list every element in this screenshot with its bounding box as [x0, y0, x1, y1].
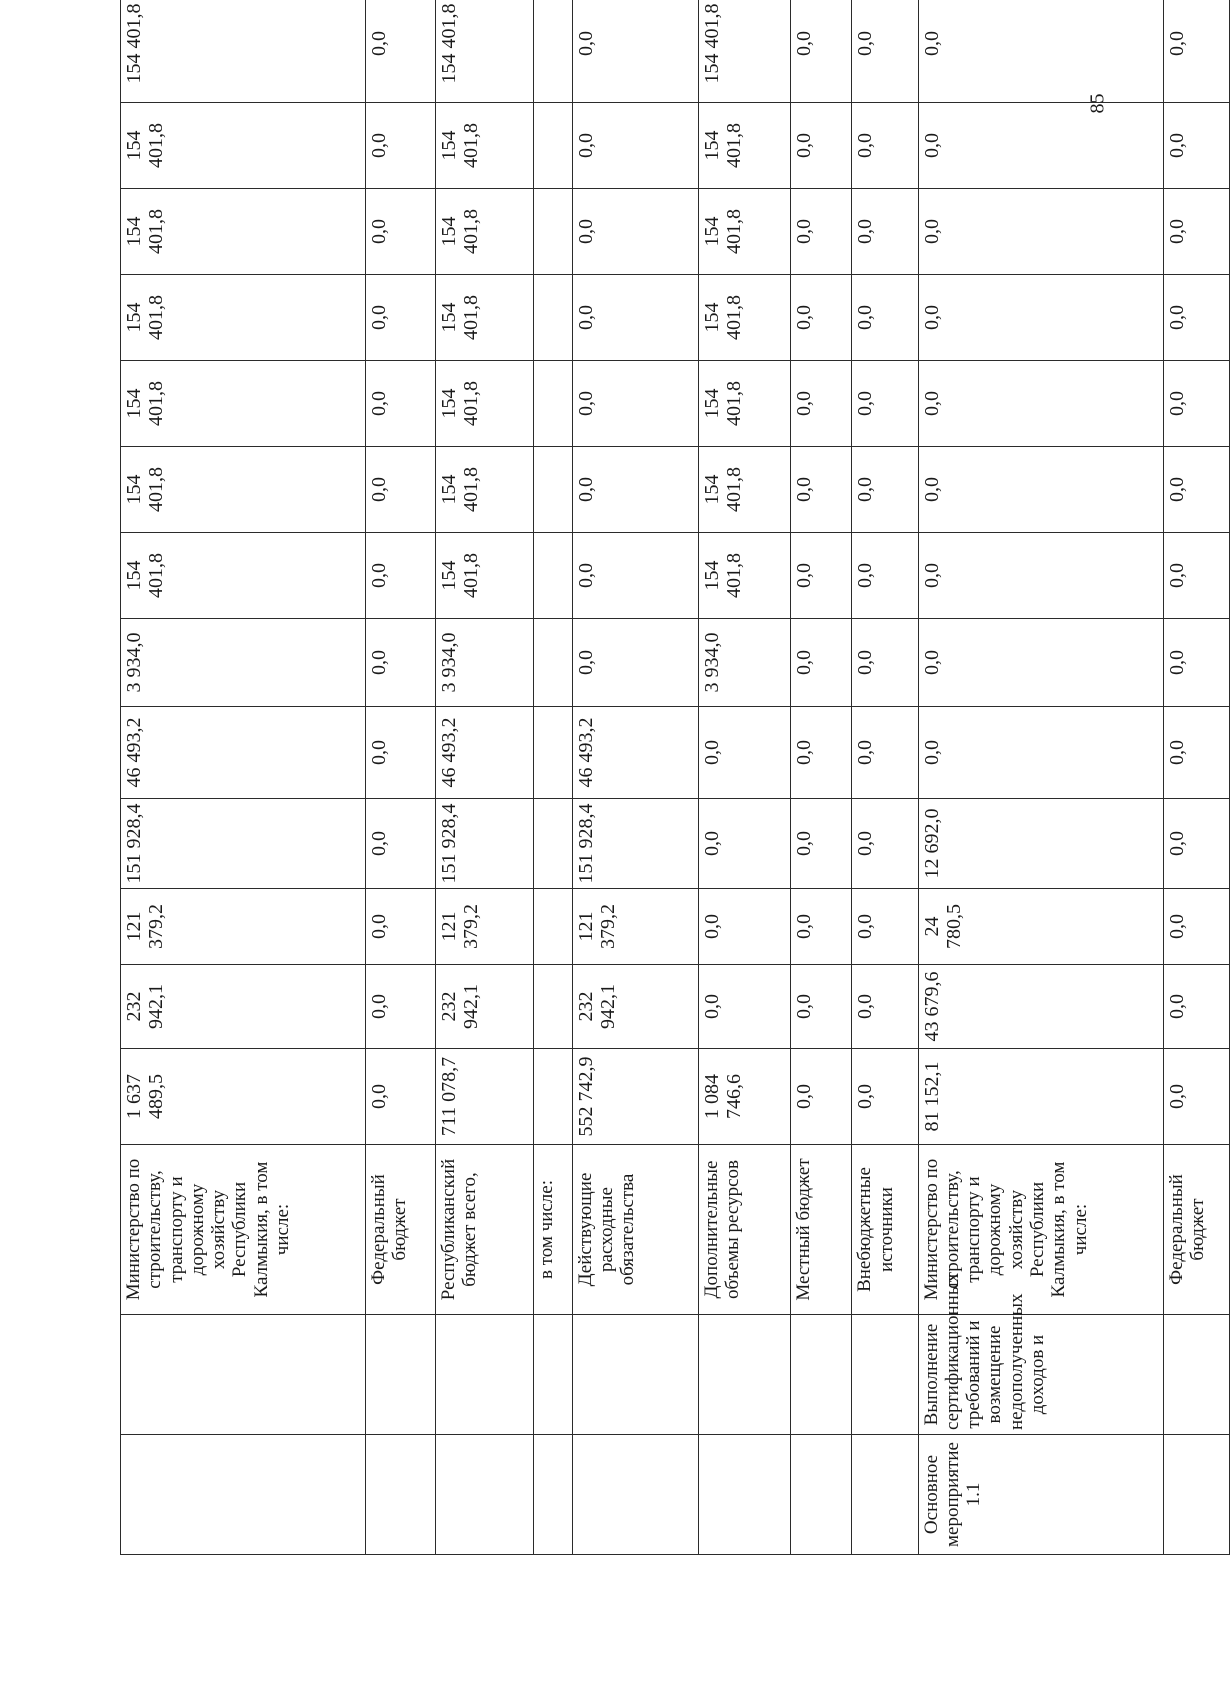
value-cell: 154 401,8	[698, 275, 790, 361]
value-cell: 0,0	[698, 889, 790, 965]
value-cell: 0,0	[365, 533, 435, 619]
value-cell: 151 928,4	[572, 799, 698, 889]
value-cell: 0,0	[365, 619, 435, 707]
value-cell: 154 401,8	[435, 447, 533, 533]
value-cell: 0,0	[572, 361, 698, 447]
measure-cell	[365, 1435, 435, 1555]
value-cell	[533, 619, 572, 707]
value-cell: 0,0	[1163, 275, 1230, 361]
value-cell: 0,0	[365, 189, 435, 275]
measure-name-cell	[533, 1315, 572, 1435]
value-cell: 24 780,5	[918, 889, 1163, 965]
value-cell: 154 401,8	[121, 533, 366, 619]
value-cell: 3 934,0	[698, 619, 790, 707]
value-cell: 0,0	[918, 103, 1163, 189]
measure-cell	[435, 1435, 533, 1555]
value-cell: 154 401,8	[698, 103, 790, 189]
value-cell: 0,0	[698, 799, 790, 889]
value-cell	[533, 447, 572, 533]
value-cell	[533, 707, 572, 799]
value-cell: 1 084 746,6	[698, 1049, 790, 1145]
table-row	[121, 0, 366, 1555]
value-cell	[533, 533, 572, 619]
value-cell: 154 401,8	[121, 103, 366, 189]
value-cell: 154 401,8	[435, 0, 533, 103]
value-cell: 0,0	[852, 533, 918, 619]
value-cell: 46 493,2	[572, 707, 698, 799]
value-cell: 0,0	[1163, 707, 1230, 799]
value-cell: 0,0	[1163, 619, 1230, 707]
value-cell: 0,0	[790, 103, 852, 189]
value-cell: 232 942,1	[572, 965, 698, 1049]
value-cell	[533, 275, 572, 361]
value-cell: 0,0	[1163, 361, 1230, 447]
value-cell: 0,0	[365, 275, 435, 361]
value-cell: 0,0	[852, 799, 918, 889]
value-cell: 43 679,6	[918, 965, 1163, 1049]
value-cell: 0,0	[365, 965, 435, 1049]
value-cell: 0,0	[852, 189, 918, 275]
measure-name-cell	[790, 1315, 852, 1435]
value-cell: 0,0	[790, 1049, 852, 1145]
value-cell: 0,0	[918, 619, 1163, 707]
value-cell	[533, 189, 572, 275]
value-cell: 0,0	[365, 889, 435, 965]
value-cell: 0,0	[790, 447, 852, 533]
value-cell: 0,0	[852, 0, 918, 103]
value-cell: 0,0	[790, 189, 852, 275]
funding-source-cell: Местный бюджет	[790, 1145, 852, 1315]
rotated-table-sheet	[120, 3, 1230, 1555]
value-cell: 0,0	[698, 965, 790, 1049]
measure-name-cell	[698, 1315, 790, 1435]
measure-cell	[852, 1435, 918, 1555]
value-cell: 0,0	[365, 799, 435, 889]
value-cell: 0,0	[1163, 447, 1230, 533]
value-cell: 0,0	[790, 361, 852, 447]
value-cell: 0,0	[572, 447, 698, 533]
measure-name-cell	[852, 1315, 918, 1435]
value-cell: 0,0	[852, 447, 918, 533]
value-cell: 0,0	[1163, 799, 1230, 889]
value-cell: 81 152,1	[918, 1049, 1163, 1145]
value-cell: 0,0	[790, 965, 852, 1049]
value-cell: 154 401,8	[435, 361, 533, 447]
value-cell: 0,0	[365, 0, 435, 103]
value-cell: 0,0	[365, 707, 435, 799]
value-cell	[533, 1049, 572, 1145]
value-cell: 154 401,8	[435, 189, 533, 275]
value-cell: 0,0	[1163, 889, 1230, 965]
value-cell: 0,0	[1163, 533, 1230, 619]
budget-table	[120, 0, 1230, 1555]
value-cell: 0,0	[790, 533, 852, 619]
value-cell: 0,0	[918, 707, 1163, 799]
value-cell: 0,0	[790, 799, 852, 889]
measure-cell	[572, 1435, 698, 1555]
value-cell: 151 928,4	[121, 799, 366, 889]
value-cell: 0,0	[852, 103, 918, 189]
value-cell: 232 942,1	[121, 965, 366, 1049]
table-row	[918, 0, 1163, 1555]
table-row	[790, 0, 852, 1555]
value-cell: 154 401,8	[698, 533, 790, 619]
value-cell: 154 401,8	[435, 533, 533, 619]
value-cell: 154 401,8	[698, 361, 790, 447]
value-cell: 0,0	[572, 619, 698, 707]
value-cell: 0,0	[1163, 0, 1230, 103]
value-cell: 0,0	[790, 707, 852, 799]
value-cell: 0,0	[365, 361, 435, 447]
table-row	[533, 0, 572, 1555]
value-cell: 154 401,8	[435, 275, 533, 361]
measure-cell: Основное мероприятие 1.1	[918, 1435, 1163, 1555]
value-cell: 154 401,8	[435, 103, 533, 189]
funding-source-cell: в том числе:	[533, 1145, 572, 1315]
value-cell: 154 401,8	[698, 189, 790, 275]
value-cell: 46 493,2	[121, 707, 366, 799]
value-cell: 154 401,8	[121, 447, 366, 533]
value-cell: 0,0	[790, 0, 852, 103]
table-row	[698, 0, 790, 1555]
measure-cell	[121, 1435, 366, 1555]
value-cell: 0,0	[1163, 1049, 1230, 1145]
value-cell: 0,0	[1163, 965, 1230, 1049]
value-cell: 0,0	[852, 965, 918, 1049]
value-cell: 0,0	[918, 447, 1163, 533]
value-cell: 552 742,9	[572, 1049, 698, 1145]
value-cell: 46 493,2	[435, 707, 533, 799]
table-row	[435, 0, 533, 1555]
value-cell: 0,0	[852, 275, 918, 361]
value-cell: 154 401,8	[121, 275, 366, 361]
value-cell: 154 401,8	[121, 189, 366, 275]
value-cell: 151 928,4	[435, 799, 533, 889]
funding-source-cell: Федеральный бюджет	[365, 1145, 435, 1315]
measure-cell	[790, 1435, 852, 1555]
value-cell: 121 379,2	[572, 889, 698, 965]
value-cell: 0,0	[572, 103, 698, 189]
value-cell: 154 401,8	[698, 447, 790, 533]
value-cell: 0,0	[1163, 103, 1230, 189]
measure-name-cell	[1163, 1315, 1230, 1435]
value-cell: 154 401,8	[121, 0, 366, 103]
measure-name-cell	[365, 1315, 435, 1435]
measure-name-cell	[121, 1315, 366, 1435]
value-cell: 0,0	[572, 533, 698, 619]
table-row	[572, 0, 698, 1555]
value-cell: 0,0	[572, 189, 698, 275]
measure-cell	[533, 1435, 572, 1555]
value-cell: 0,0	[365, 1049, 435, 1145]
measure-cell	[698, 1435, 790, 1555]
value-cell: 711 078,7	[435, 1049, 533, 1145]
value-cell: 232 942,1	[435, 965, 533, 1049]
measure-cell	[1163, 1435, 1230, 1555]
value-cell: 0,0	[918, 0, 1163, 103]
funding-source-cell: Республиканский бюджет всего,	[435, 1145, 533, 1315]
value-cell: 0,0	[852, 889, 918, 965]
value-cell: 0,0	[572, 0, 698, 103]
value-cell: 154 401,8	[121, 361, 366, 447]
value-cell: 0,0	[852, 361, 918, 447]
value-cell: 0,0	[852, 1049, 918, 1145]
page-number: 85	[1086, 93, 1109, 114]
value-cell: 0,0	[852, 619, 918, 707]
value-cell: 12 692,0	[918, 799, 1163, 889]
funding-source-cell: Министерство по строительству, транспорту и дорожному хозяйству Республики Калмыкия, в том числе:	[918, 1145, 1163, 1315]
value-cell: 0,0	[918, 189, 1163, 275]
value-cell: 0,0	[572, 275, 698, 361]
value-cell: 0,0	[790, 619, 852, 707]
table-row	[852, 0, 918, 1555]
value-cell: 0,0	[365, 103, 435, 189]
value-cell: 121 379,2	[435, 889, 533, 965]
value-cell: 0,0	[365, 447, 435, 533]
value-cell	[533, 965, 572, 1049]
value-cell: 0,0	[1163, 189, 1230, 275]
value-cell	[533, 0, 572, 103]
measure-name-cell	[435, 1315, 533, 1435]
value-cell: 0,0	[918, 533, 1163, 619]
value-cell: 3 934,0	[435, 619, 533, 707]
measure-name-cell: Выполнение сертификационных требований и возмещение недополученных доходов и	[918, 1315, 1163, 1435]
value-cell: 3 934,0	[121, 619, 366, 707]
value-cell: 0,0	[852, 707, 918, 799]
value-cell: 0,0	[918, 275, 1163, 361]
value-cell	[533, 361, 572, 447]
value-cell: 154 401,8	[698, 0, 790, 103]
value-cell	[533, 103, 572, 189]
table-row	[365, 0, 435, 1555]
value-cell: 0,0	[790, 889, 852, 965]
funding-source-cell: Федеральный бюджет	[1163, 1145, 1230, 1315]
funding-source-cell: Внебюджетные источники	[852, 1145, 918, 1315]
value-cell: 0,0	[790, 275, 852, 361]
value-cell: 0,0	[698, 707, 790, 799]
value-cell	[533, 799, 572, 889]
value-cell: 0,0	[918, 361, 1163, 447]
funding-source-cell: Действующие расходные обязательства	[572, 1145, 698, 1315]
value-cell: 121 379,2	[121, 889, 366, 965]
value-cell	[533, 889, 572, 965]
table-row	[1163, 0, 1230, 1555]
measure-name-cell	[572, 1315, 698, 1435]
value-cell: 1 637 489,5	[121, 1049, 366, 1145]
funding-source-cell: Министерство по строительству, транспорту и дорожному хозяйству Республики Калмыкия, в том числе:	[121, 1145, 366, 1315]
funding-source-cell: Дополнительные объемы ресурсов	[698, 1145, 790, 1315]
